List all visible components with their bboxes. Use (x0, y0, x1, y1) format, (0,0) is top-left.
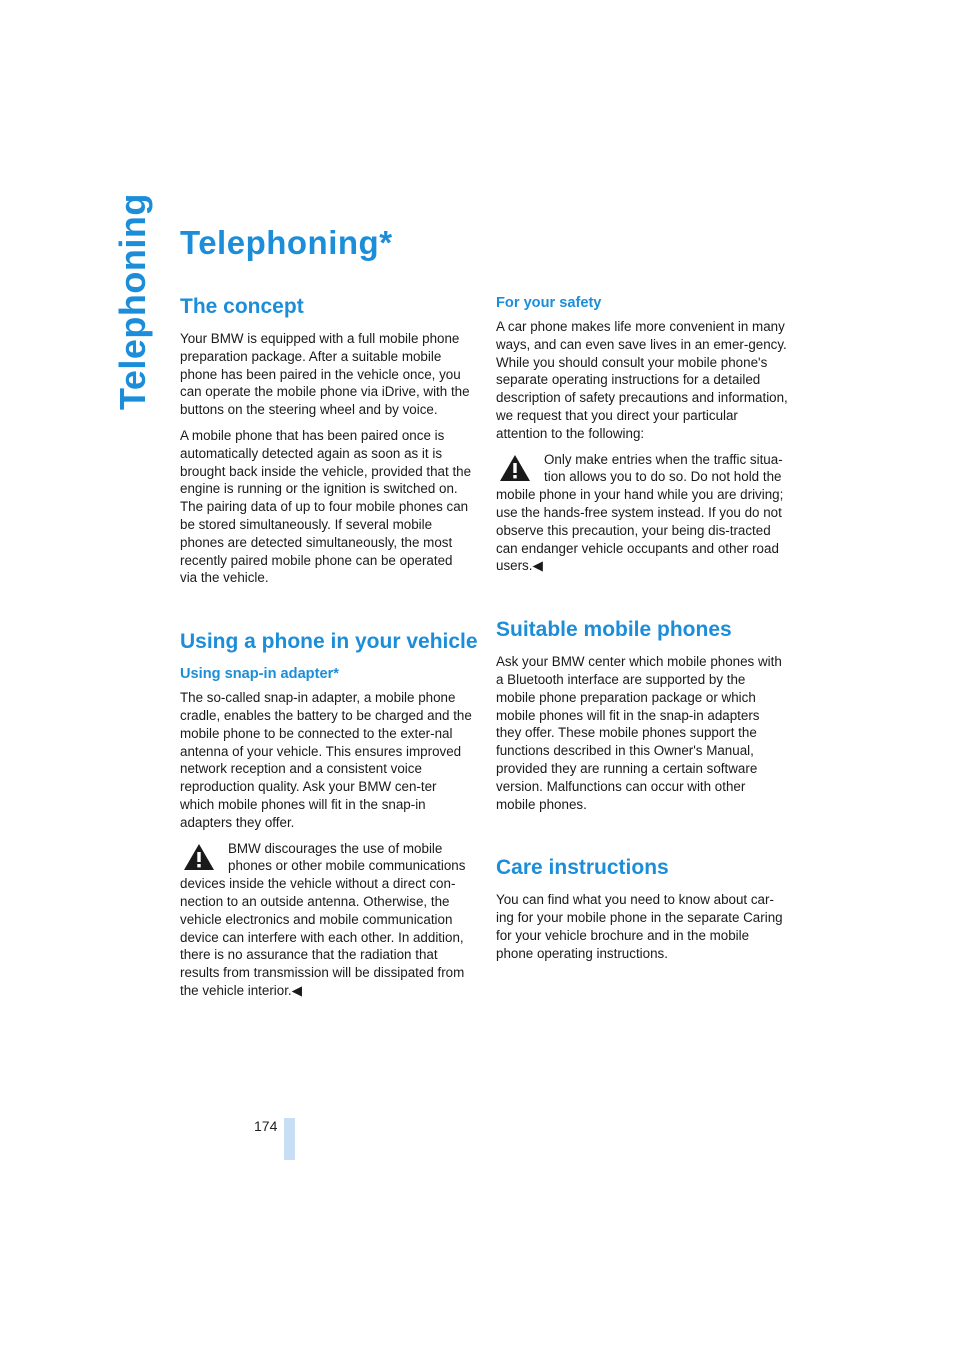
antenna-warning (180, 840, 472, 1000)
suitable-phones-heading: Suitable mobile phones (496, 618, 732, 642)
suitable-phones-paragraph: Ask your BMW center which mobile phones with a Bluetooth interface are supported by the mobile phone preparation package or which mobile phones will fit in the snap-in adapters they offer. These mobile phones support the functions described in this Owner's Manual, provided they are running a certain software version. Malfunctions can occur with other mobile phones. (496, 654, 782, 812)
warning-triangle-icon (498, 453, 532, 483)
using-phone-heading: Using a phone in your vehicle (180, 630, 478, 654)
safety-heading: For your safety (496, 295, 602, 311)
driving-warning (496, 451, 788, 576)
concept-paragraph-2: A mobile phone that has been paired once is automatically detected again as soon as it is brought back inside the vehicle, provided that the engine is running or the ignition is switched on. The pairing data of up to four mobile phones can be stored simultaneously. If several mobile phones are detected simultaneously, the most recently paired mobile phone can be operated via the vehicle. (180, 427, 472, 586)
right-column (496, 294, 788, 971)
concept-heading: The concept (180, 295, 304, 318)
warning-triangle-icon (182, 842, 216, 872)
page-number: 174 (254, 1118, 278, 1134)
care-instructions-heading: Care instructions (496, 856, 669, 880)
driving-warning-text: Only make entries when the traffic situa-tion allows you to do so. Do not hold the mobile phone in your hand while you are driving; use the hands-free system instead. If you do not observe this precaution, your being dis-tracted can endanger vehicle occupants and other road users.◀ (496, 451, 784, 574)
concept-paragraph-1: Your BMW is equipped with a full mobile phone preparation package. After a suitable mobile phone has been paired in the vehicle once, you can operate the mobile phone via iDrive, with the buttons on the steering wheel and by voice. (180, 331, 470, 418)
left-column (180, 294, 478, 1008)
side-section-title: Telephoning (112, 193, 153, 410)
snap-in-heading: Using snap-in adapter* (180, 666, 339, 683)
care-instructions-paragraph: You can find what you need to know about car-ing for your mobile phone in the separate Caring for your vehicle brochure and in the mobile phone operating instructions. (496, 892, 783, 961)
antenna-warning-text: BMW discourages the use of mobile phones or other mobile communications devices inside the vehicle without a direct con-nection to an outside antenna. Otherwise, the vehicle electronics and mobile communication device can interfere with each other. In addition, there is no assurance that the radiation that results from transmission will be dissipated from the vehicle interior.◀ (180, 840, 466, 998)
page-marker-bar (284, 1118, 295, 1160)
page-title: Telephoning* (180, 224, 393, 261)
safety-paragraph: A car phone makes life more convenient in many ways, and can even save lives in an emer-gency. While you should consult your mobile phone's separate operating instructions for a detailed description of safety precautions and information, we request that you direct your particular attention to the following: (496, 319, 788, 441)
snap-in-paragraph: The so-called snap-in adapter, a mobile phone cradle, enables the battery to be charged and the mobile phone to be connected to the exter-nal antenna of your vehicle. This ensures improved network reception and a consistent voice reproduction quality. Ask your BMW cen-ter which mobile phones will fit in the snap-in adapters they offer. (180, 690, 472, 830)
